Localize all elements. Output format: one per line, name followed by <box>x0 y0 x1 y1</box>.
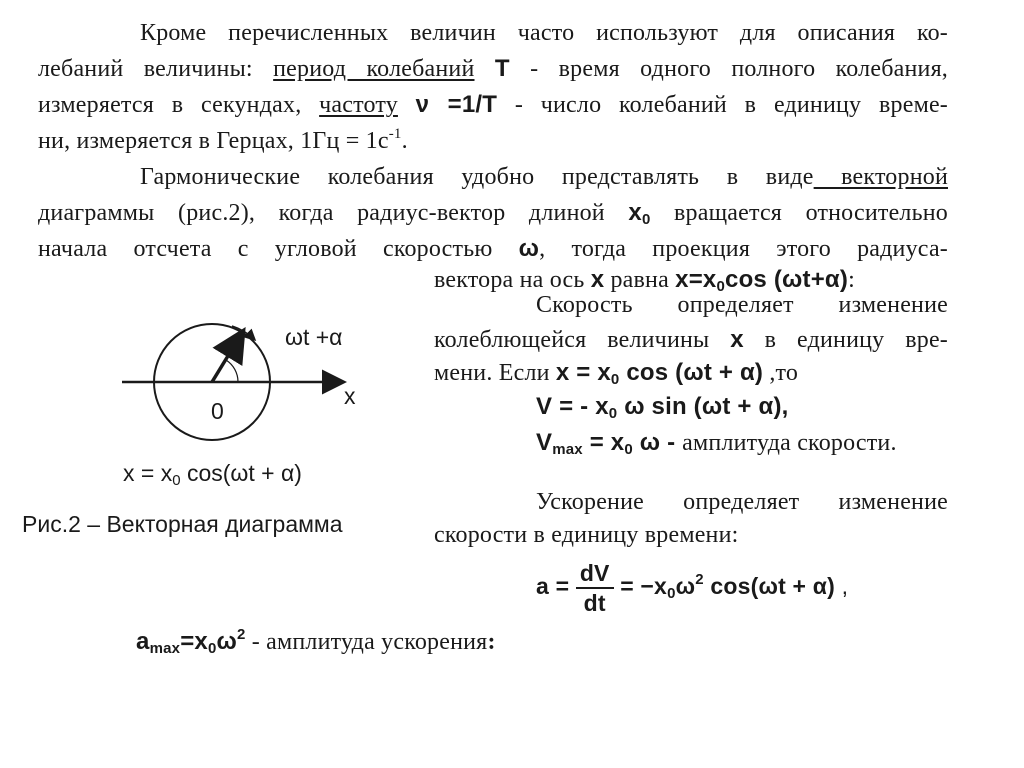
term-period: период колебаний <box>273 56 475 82</box>
p1-line-4: ни, измеряется в Герцах, $1Гц = 1с^{-1}$. <box>38 126 408 154</box>
origin-label: 0 <box>211 398 224 424</box>
velocity-formula: V = - $x_0$ ω sin (ωt + α), <box>536 393 789 422</box>
p2-line-1: Гармонические колебания удобно представлять в виде векторной <box>140 164 948 190</box>
p3-line-3: мени. Если $x = x_0$ cos (ωt + α) ,то <box>434 359 799 388</box>
derivative-fraction: $\frac{dV}{dt}$ <box>576 559 614 617</box>
p3-line-1: Скорость определяет изменение <box>536 292 948 318</box>
p1-line-1: Кроме перечисленных величин часто используют для описания ко- <box>140 20 948 46</box>
p2-line-2: диаграммы (рис.2), когда радиус-вектор длиной $x_0$ вращается относительно <box>38 199 948 228</box>
diagram-formula: $x = x_0$ cos(ωt + α) <box>123 460 302 489</box>
acceleration-amplitude: $a_{max}=x_0\omega^2$ - амплитуда ускорения: <box>136 626 496 657</box>
term-frequency: частоту <box>319 92 398 118</box>
p3-line-2: колеблющейся величины x в единицу вре- <box>434 326 948 353</box>
formula-frequency: ν =1/T <box>415 91 498 118</box>
figure-caption: Рис.2 – Векторная диаграмма <box>22 511 343 537</box>
p2-line-3: начала отсчета с угловой скоростью ω, тогда проекция этого радиуса- <box>38 235 948 262</box>
axis-label: x <box>344 383 356 409</box>
velocity-amplitude: $V_{max} = x_0$ ω - амплитуда скорости. <box>536 429 897 458</box>
angle-arc <box>226 360 238 382</box>
p4-line-2: скорости в единицу времени: <box>434 522 739 548</box>
p1-line-3: измеряется в секундах, частоту ν =1/T - число колебаний в единицу време- <box>38 91 948 118</box>
angle-label: ωt +α <box>285 324 343 350</box>
p2-line-4: вектора на ось x равна $x=x_0\cos$ (ωt+α): <box>434 266 855 295</box>
symbol-T: T <box>494 55 510 82</box>
acceleration-equation: a = $\frac{dV}{dt}$ = $-x_0\omega^2$ cos(ωt + α) , <box>536 559 849 616</box>
term-vector: векторной <box>813 164 948 190</box>
p1-line-2: лебаний величины: период колебаний T - время одного полного колебания, <box>38 55 949 82</box>
p4-line-1: Ускорение определяет изменение <box>536 489 948 515</box>
